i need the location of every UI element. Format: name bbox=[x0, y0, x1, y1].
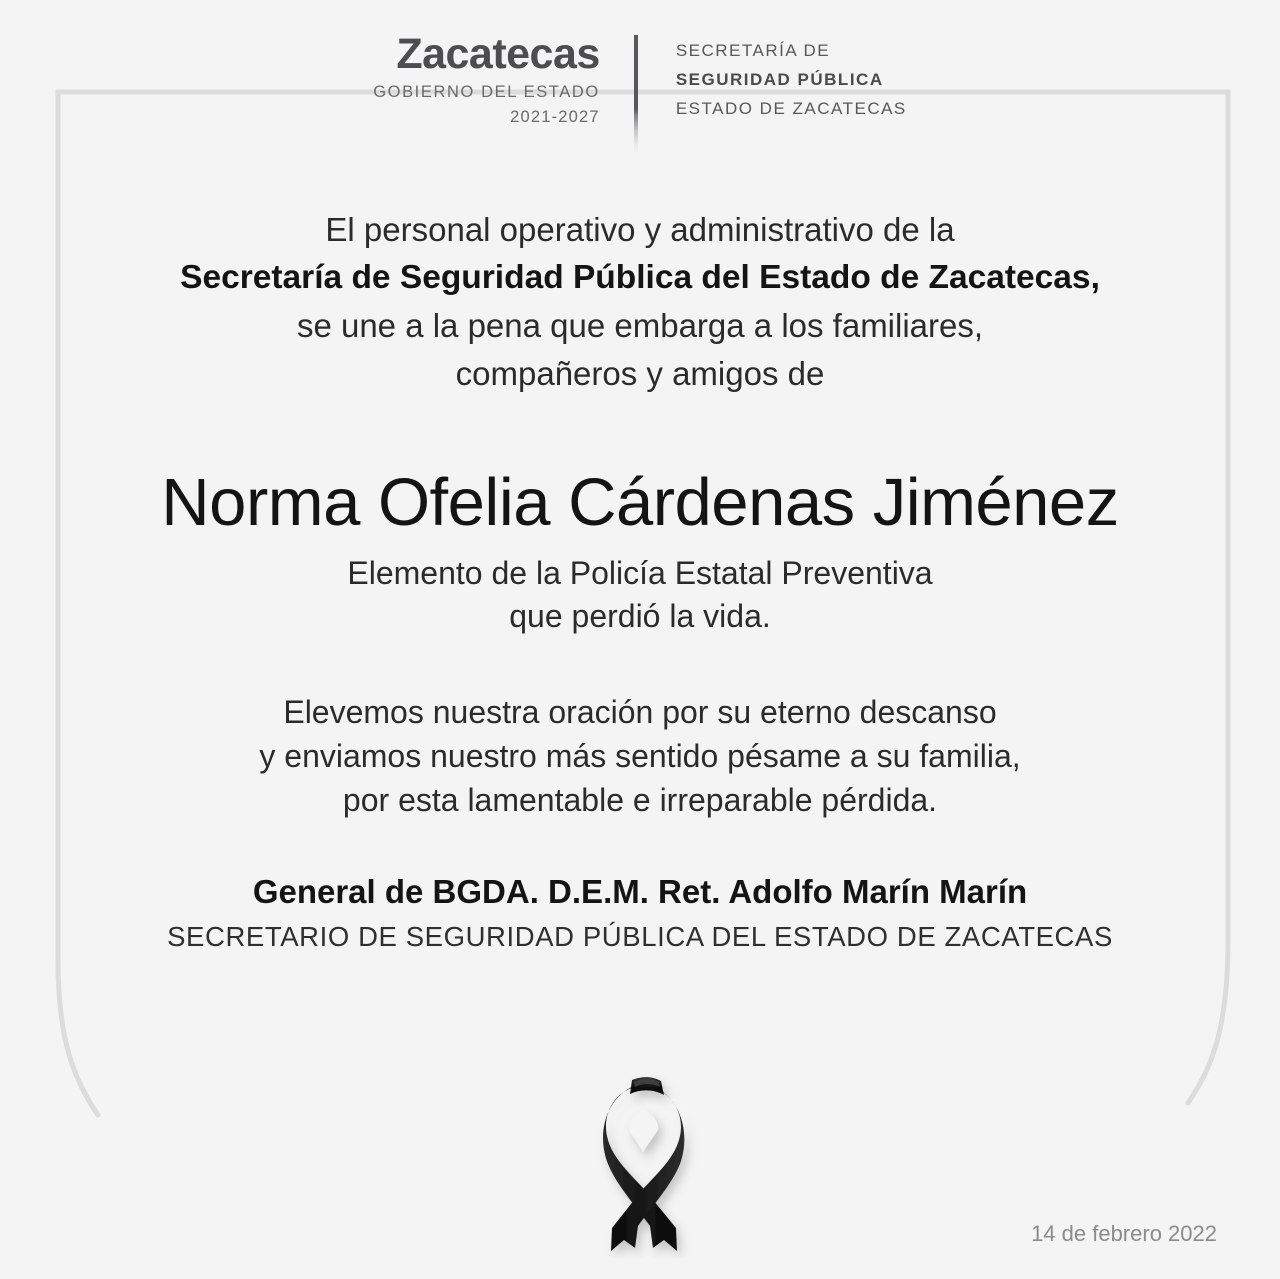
brand-subtitle: GOBIERNO DEL ESTADO bbox=[373, 83, 600, 102]
intro-line-3: se une a la pena que embarga a los familiares, bbox=[296, 307, 984, 344]
brand-wordmark: Zacatecas bbox=[396, 30, 600, 78]
signatory-name: General de BGDA. D.E.M. Ret. Adolfo Marín Marín bbox=[252, 872, 1028, 910]
department-line-2: SEGURIDAD PÚBLICA bbox=[675, 70, 884, 89]
role-line-2: que perdió la vida. bbox=[509, 597, 771, 634]
intro-line-2: Secretaría de Seguridad Pública del Estado de Zacatecas, bbox=[180, 259, 1100, 296]
department-line-1: SECRETARÍA DE bbox=[675, 41, 831, 60]
prayer-paragraph bbox=[0, 690, 1280, 822]
notice-content bbox=[0, 206, 1280, 953]
mourning-ribbon-icon bbox=[590, 1068, 700, 1258]
signature-block bbox=[0, 872, 1280, 954]
department-logo bbox=[638, 32, 907, 129]
prayer-line-3: por esta lamentable e irreparable pérdida. bbox=[342, 781, 938, 818]
department-line-3: ESTADO DE ZACATECAS bbox=[675, 99, 907, 118]
government-logo bbox=[373, 32, 634, 125]
deceased-role bbox=[0, 552, 1280, 638]
ribbon-inner-opening bbox=[629, 1110, 658, 1152]
role-line-1: Elemento de la Policía Estatal Preventiva bbox=[347, 554, 933, 591]
prayer-line-2: y enviamos nuestro más sentido pésame a su familia, bbox=[259, 737, 1021, 774]
signatory-title: SECRETARIO DE SEGURIDAD PÚBLICA DEL ESTADO DE ZACATECAS bbox=[167, 921, 1113, 953]
prayer-line-1: Elevemos nuestra oración por su eterno descanso bbox=[283, 693, 997, 730]
publication-date: 14 de febrero 2022 bbox=[1031, 1221, 1217, 1246]
intro-line-1: El personal operativo y administrativo de la bbox=[325, 211, 955, 248]
intro-line-4: compañeros y amigos de bbox=[455, 355, 825, 392]
intro-paragraph bbox=[0, 206, 1280, 398]
brand-term-years: 2021-2027 bbox=[510, 107, 600, 126]
deceased-name: Norma Ofelia Cárdenas Jiménez bbox=[161, 465, 1119, 540]
header bbox=[0, 32, 1280, 153]
